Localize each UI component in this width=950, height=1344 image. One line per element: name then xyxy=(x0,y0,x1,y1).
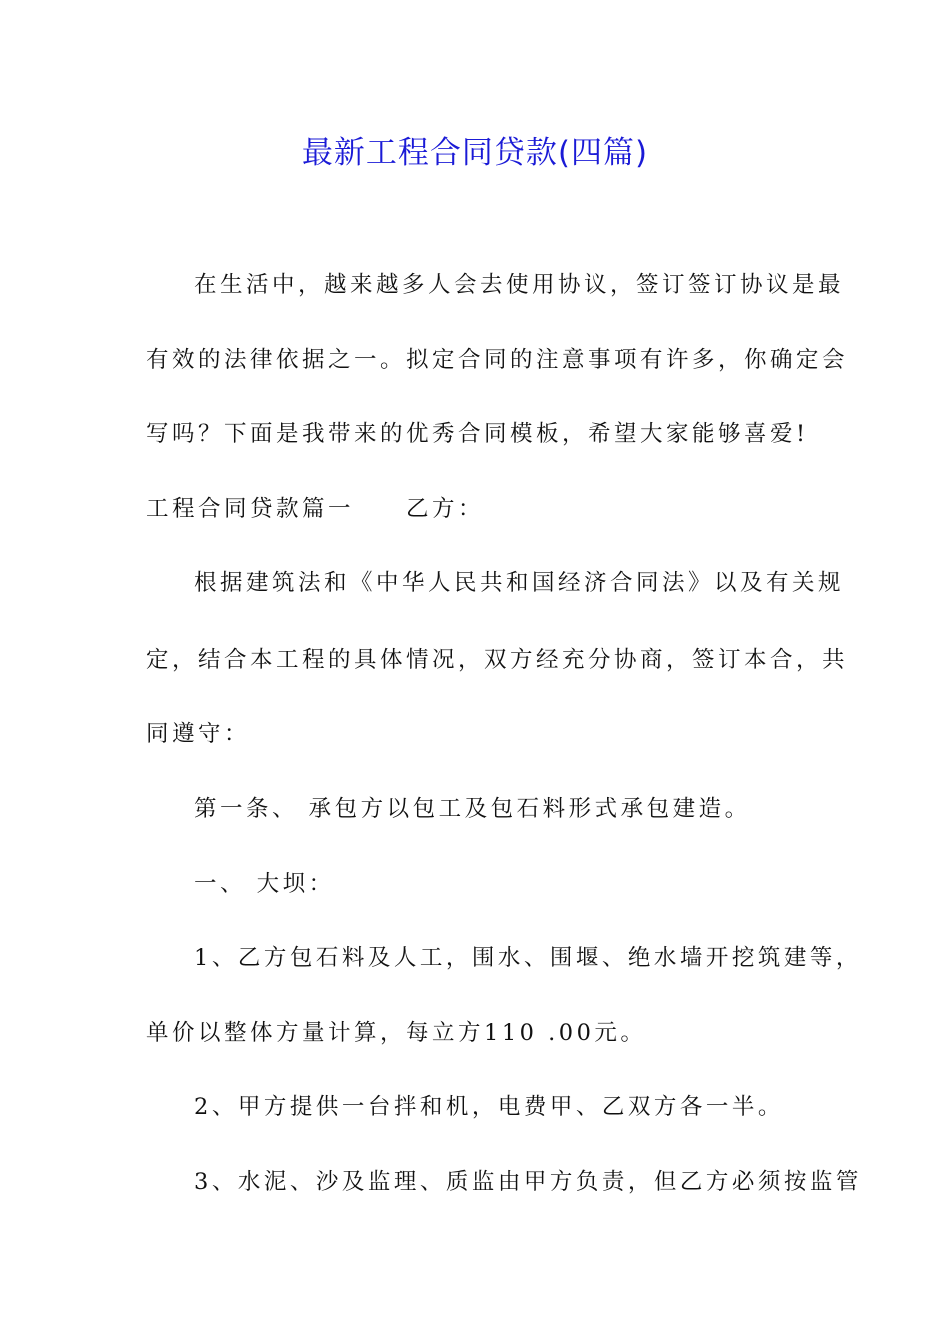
paragraph-line: 3、水泥、沙及监理、质监由甲方负责，但乙方必须按监管 xyxy=(194,1169,862,1195)
paragraph-line: 一、 大坝： xyxy=(194,871,335,897)
paragraph-line: 根据建筑法和《中华人民共和国经济合同法》以及有关规 xyxy=(194,570,845,596)
section-heading: 工程合同贷款篇一 乙方： xyxy=(146,496,485,522)
paragraph-line: 写吗？下面是我带来的优秀合同模板，希望大家能够喜爱! xyxy=(146,421,809,447)
document-title: 最新工程合同贷款(四篇) xyxy=(301,135,649,171)
paragraph-line: 有效的法律依据之一。拟定合同的注意事项有许多，你确定会 xyxy=(146,347,849,373)
paragraph-line: 定，结合本工程的具体情况，双方经充分协商，签订本合，共 xyxy=(146,647,849,673)
paragraph-line: 同遵守： xyxy=(146,721,251,747)
paragraph-line: 在生活中，越来越多人会去使用协议，签订签订协议是最 xyxy=(194,272,845,298)
paragraph-line: 第一条、 承包方以包工及包石料形式承包建造。 xyxy=(194,796,751,822)
paragraph-line: 2、甲方提供一台拌和机，电费甲、乙双方各一半。 xyxy=(194,1094,784,1120)
paragraph-line: 1、乙方包石料及人工，围水、围堰、绝水墙开挖筑建等， xyxy=(194,945,862,971)
paragraph-line: 单价以整体方量计算，每立方110 .00元。 xyxy=(146,1020,647,1046)
